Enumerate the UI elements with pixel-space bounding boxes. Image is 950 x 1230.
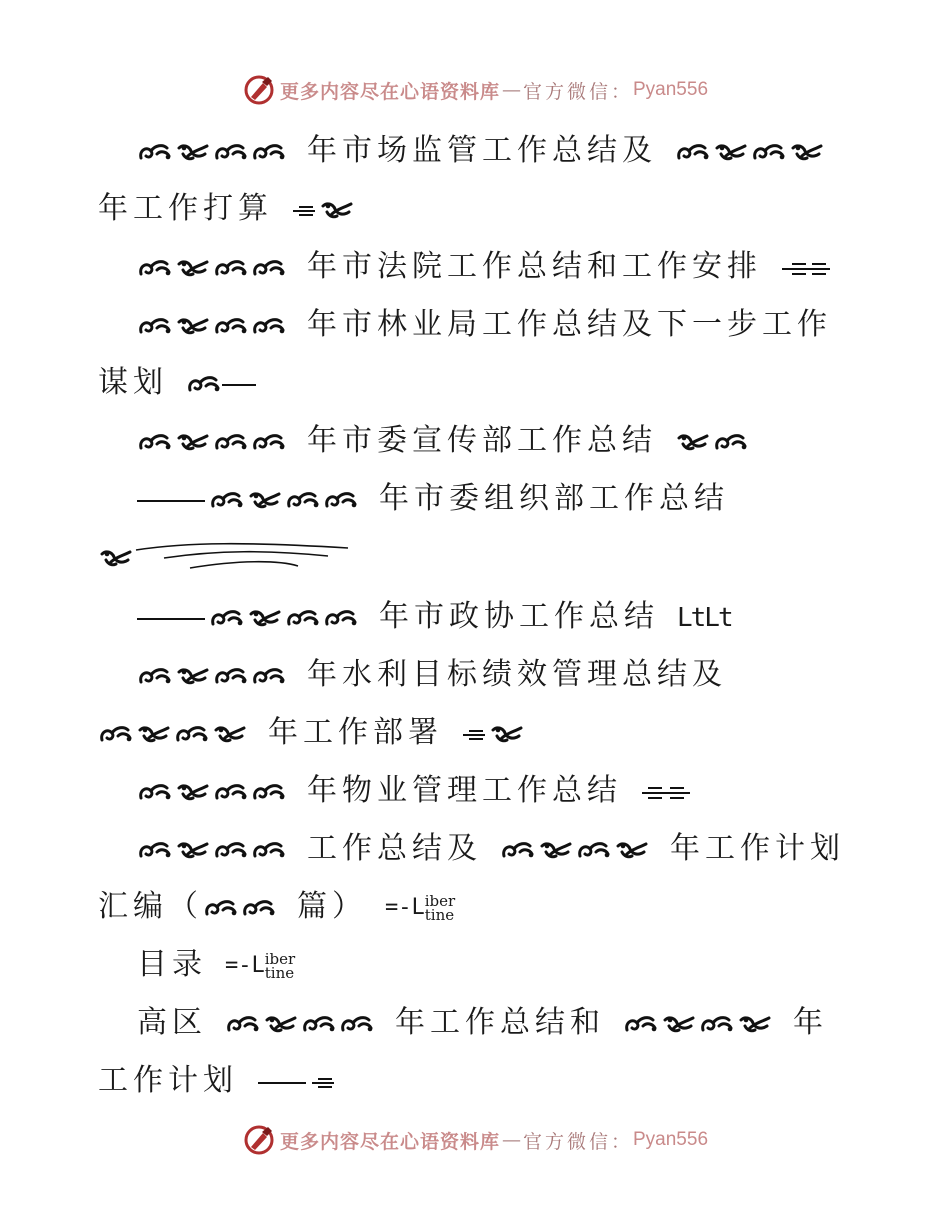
toc-line-text: 年工作打算 [98, 191, 273, 226]
ornament-icon [461, 721, 531, 747]
ornament-icon [137, 487, 209, 513]
toc-line-text: 年物业管理工作总结 [307, 773, 622, 808]
toc-line-text: 年市委宣传部工作总结 [307, 423, 657, 458]
toc-line [137, 474, 729, 524]
ornament-icon [256, 1069, 336, 1095]
page-mark-bottom: tine [424, 906, 455, 924]
toc-line-text: 年工作总结和 [395, 1005, 605, 1040]
ornament-icon [225, 1011, 377, 1037]
toc-line [137, 650, 727, 700]
ornament-icon [291, 197, 361, 223]
toc-line-text: 年 [793, 1005, 828, 1040]
page-mark-stack [265, 952, 295, 980]
toc-line [137, 242, 832, 292]
page-mark-top: iber [264, 950, 296, 968]
toc-line-text: 年市场监管工作总结及 [307, 133, 657, 168]
header-brand: 更多内容尽在心语资料库 [279, 80, 500, 103]
ornament-icon [137, 429, 289, 455]
toc-line [98, 882, 455, 932]
toc-line-text: 目录 [137, 947, 207, 982]
toc-line [137, 824, 845, 874]
ornament-icon [137, 313, 289, 339]
page-mark-bottom: tine [264, 964, 295, 982]
toc-line-text: 工作计划 [98, 1063, 238, 1098]
toc-line-text: 年市委组织部工作总结 [379, 481, 729, 516]
toc-line [137, 416, 751, 466]
ornament-icon [98, 721, 250, 747]
toc-line-text: 汇编（ [98, 889, 203, 924]
page-mark: =-L [385, 895, 425, 920]
ornament-icon [209, 605, 361, 631]
toc-line-text: 谋划 [98, 365, 168, 400]
ornament-icon [186, 371, 258, 397]
ornament-icon [203, 895, 279, 921]
toc-line-text: 年市法院工作总结和工作安排 [307, 249, 762, 284]
toc-line [98, 1056, 336, 1106]
ornament-icon [675, 429, 751, 455]
toc-line [137, 592, 732, 642]
page-mark-top: iber [424, 892, 456, 910]
header-dash: — [501, 79, 521, 101]
toc-line-text: 工作总结及 [307, 831, 482, 866]
page-mark-stack [425, 894, 455, 922]
ornament-icon [137, 779, 289, 805]
footer-banner [0, 1120, 950, 1160]
toc-line-text: 年市政协工作总结 [379, 599, 659, 634]
toc-line [98, 184, 361, 234]
header-banner [0, 70, 950, 110]
ornament-icon [137, 605, 209, 631]
ornament-icon [209, 487, 361, 513]
pen-logo-icon [242, 1123, 276, 1157]
footer-brand: 更多内容尽在心语资料库 [279, 1130, 500, 1153]
ornament-icon [137, 837, 289, 863]
toc-line [137, 126, 827, 176]
header-contact-label: 官方微信： [522, 80, 633, 103]
ornament-icon [137, 139, 289, 165]
ornament-line [98, 532, 358, 582]
page-mark: LtLt [677, 603, 732, 633]
ornament-icon [640, 779, 692, 805]
toc-line-text: 年市林业局工作总结及下一步工作 [307, 307, 832, 342]
footer-contact-id: Pyan556 [633, 1129, 709, 1150]
toc-line-text: 年水利目标绩效管理总结及 [307, 657, 727, 692]
ornament-icon [675, 139, 827, 165]
toc-line-text: 篇） [297, 889, 367, 924]
ornament-icon [137, 663, 289, 689]
footer-contact-label: 官方微信： [522, 1130, 633, 1153]
toc-line [137, 766, 692, 816]
toc-line-text: 年工作部署 [268, 715, 443, 750]
toc-line-text: 年工作计划 [670, 831, 845, 866]
toc-line [137, 940, 295, 990]
toc-line [98, 708, 531, 758]
toc-line [137, 998, 828, 1048]
ornament-icon [137, 255, 289, 281]
ornament-icon [623, 1011, 775, 1037]
toc-line [98, 358, 258, 408]
pen-logo-icon [242, 73, 276, 107]
ornament-icon [500, 837, 652, 863]
toc-line [137, 300, 832, 350]
ornament-icon [98, 538, 358, 578]
toc-line-text: 高区 [137, 1005, 207, 1040]
ornament-icon [780, 255, 832, 281]
footer-dash: — [501, 1129, 521, 1151]
page-mark: =-L [225, 953, 265, 978]
header-contact-id: Pyan556 [633, 79, 709, 100]
